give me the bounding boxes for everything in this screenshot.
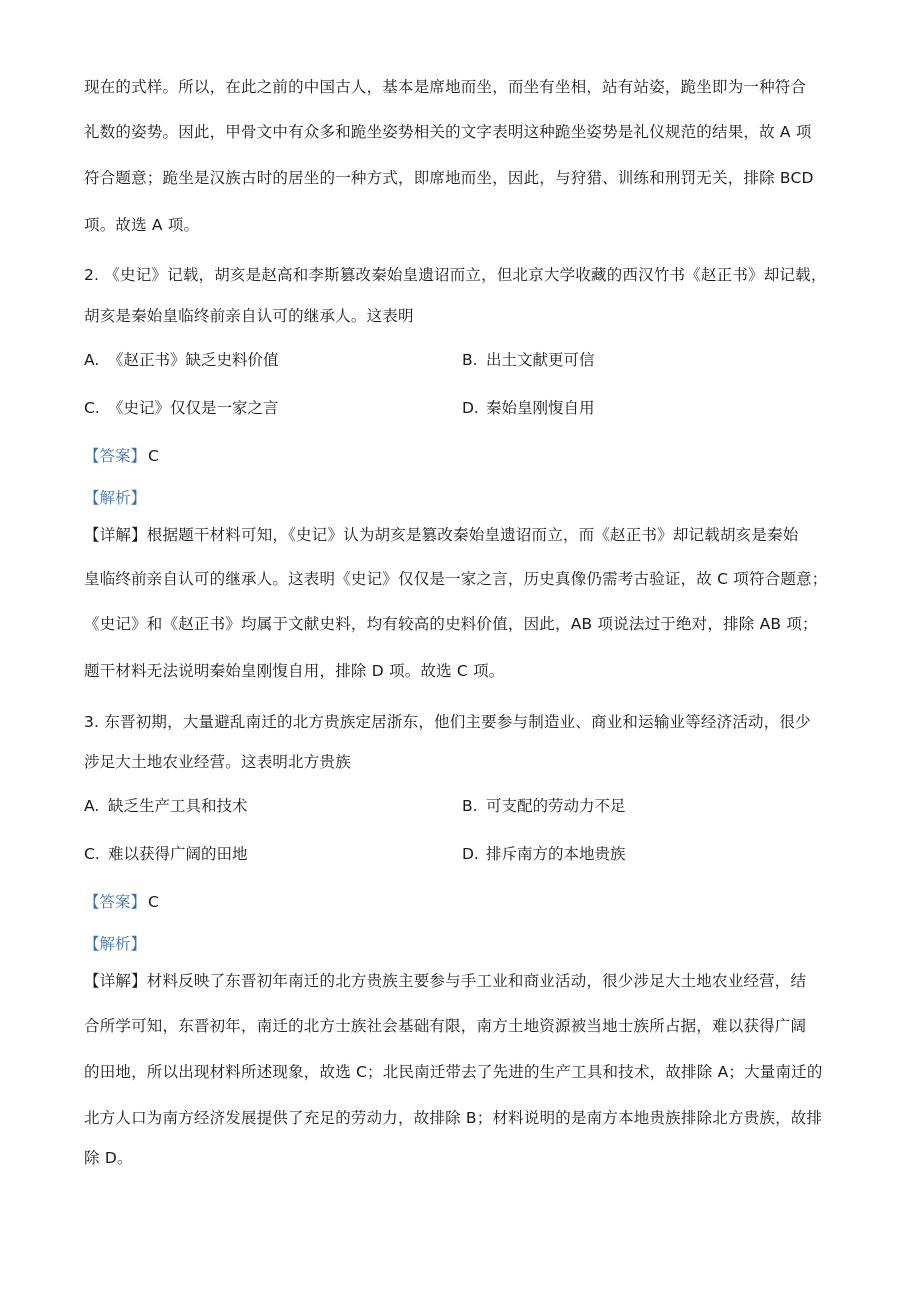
- analysis-label: 【解析】: [84, 489, 147, 507]
- intro-line-2: 礼数的姿势。因此，甲骨文中有众多和跪坐姿势相关的文字表明这种跪坐姿势是礼仪规范的结果，故 A 项: [84, 123, 812, 141]
- q3-option-d: [462, 843, 626, 865]
- option-text: 可支配的劳动力不足: [486, 797, 626, 815]
- q2-option-d: [462, 397, 595, 419]
- q3-detail-line-3: 的田地，所以出现材料所述现象，故选 C；北民南迁带去了先进的生产工具和技术，故排除 A；大量南迁的: [84, 1063, 823, 1081]
- option-letter: D.: [462, 845, 479, 863]
- option-text: 缺乏生产工具和技术: [108, 797, 248, 815]
- q3-detail-line-4: 北方人口为南方经济发展提供了充足的劳动力，故排除 B；材料说明的是南方本地贵族排除北方贵族，故排: [84, 1109, 823, 1127]
- option-text: 《赵正书》缺乏史料价值: [108, 351, 279, 369]
- option-letter: A.: [84, 351, 100, 369]
- intro-line-3: 符合题意；跪坐是汉族古时的居坐的一种方式，即席地而坐，因此，与狩猎、训练和刑罚无关，排除 BCD: [84, 169, 814, 187]
- q2-option-b: [462, 349, 595, 371]
- answer-value: C: [148, 447, 159, 465]
- q3-detail-line-1: 【详解】材料反映了东晋初年南迁的北方贵族主要参与手工业和商业活动，很少涉足大土地农业经营，结: [84, 972, 807, 990]
- q2-stem-line-1: 2. 《史记》记载，胡亥是赵高和李斯篡改秦始皇遗诏而立，但北京大学收藏的西汉竹书《赵正书》却记载，: [84, 266, 827, 284]
- q3-detail-line-5: 除 D。: [84, 1149, 133, 1167]
- q3-stem-line-1: 3. 东晋初期，大量避乱南迁的北方贵族定居浙东，他们主要参与制造业、商业和运输业等经济活动，很少: [84, 713, 811, 731]
- q2-detail-line-1: 【详解】根据题干材料可知，《史记》认为胡亥是篡改秦始皇遗诏而立，而《赵正书》却记载胡亥是秦始: [84, 526, 799, 544]
- q2-option-c: [84, 397, 279, 419]
- q2-stem-line-2: 胡亥是秦始皇临终前亲自认可的继承人。这表明: [84, 307, 414, 325]
- q2-option-a: [84, 349, 279, 371]
- intro-line-1: 现在的式样。所以，在此之前的中国古人，基本是席地而坐，而坐有坐相，站有站姿，跪坐即为一种符合: [84, 78, 807, 96]
- option-letter: B.: [462, 351, 478, 369]
- q3-analysis-heading: [84, 933, 146, 955]
- option-letter: A.: [84, 797, 100, 815]
- q3-option-c: [84, 843, 248, 865]
- q2-detail-line-3: 《史记》和《赵正书》均属于文献史料，均有较高的史料价值，因此，AB 项说法过于绝对，排除 AB 项；: [84, 615, 818, 633]
- q3-stem-line-2: 涉足大土地农业经营。这表明北方贵族: [84, 753, 351, 771]
- analysis-label: 【解析】: [84, 935, 147, 953]
- option-text: 秦始皇刚愎自用: [486, 399, 595, 417]
- option-letter: D.: [462, 399, 479, 417]
- q3-answer: [84, 891, 159, 913]
- answer-value: C: [148, 893, 159, 911]
- q2-answer: [84, 445, 159, 467]
- q2-detail-line-4: 题干材料无法说明秦始皇刚愎自用，排除 D 项。故选 C 项。: [84, 662, 505, 680]
- q3-option-a: [84, 795, 248, 817]
- q2-detail-line-2: 皇临终前亲自认可的继承人。这表明《史记》仅仅是一家之言，历史真像仍需考古验证，故 C 项符合题意；: [84, 570, 828, 588]
- option-letter: C.: [84, 399, 100, 417]
- q3-option-b: [462, 795, 626, 817]
- q3-detail-line-2: 合所学可知，东晋初年，南迁的北方士族社会基础有限，南方土地资源被当地士族所占据，难以获得广阔: [84, 1017, 807, 1035]
- option-letter: B.: [462, 797, 478, 815]
- answer-label: 【答案】: [84, 893, 147, 911]
- option-text: 排斥南方的本地贵族: [486, 845, 626, 863]
- option-text: 难以获得广阔的田地: [108, 845, 248, 863]
- option-letter: C.: [84, 845, 100, 863]
- q2-analysis-heading: [84, 487, 146, 509]
- option-text: 《史记》仅仅是一家之言: [108, 399, 279, 417]
- option-text: 出土文献更可信: [486, 351, 595, 369]
- answer-label: 【答案】: [84, 447, 147, 465]
- intro-line-4: 项。故选 A 项。: [84, 216, 200, 234]
